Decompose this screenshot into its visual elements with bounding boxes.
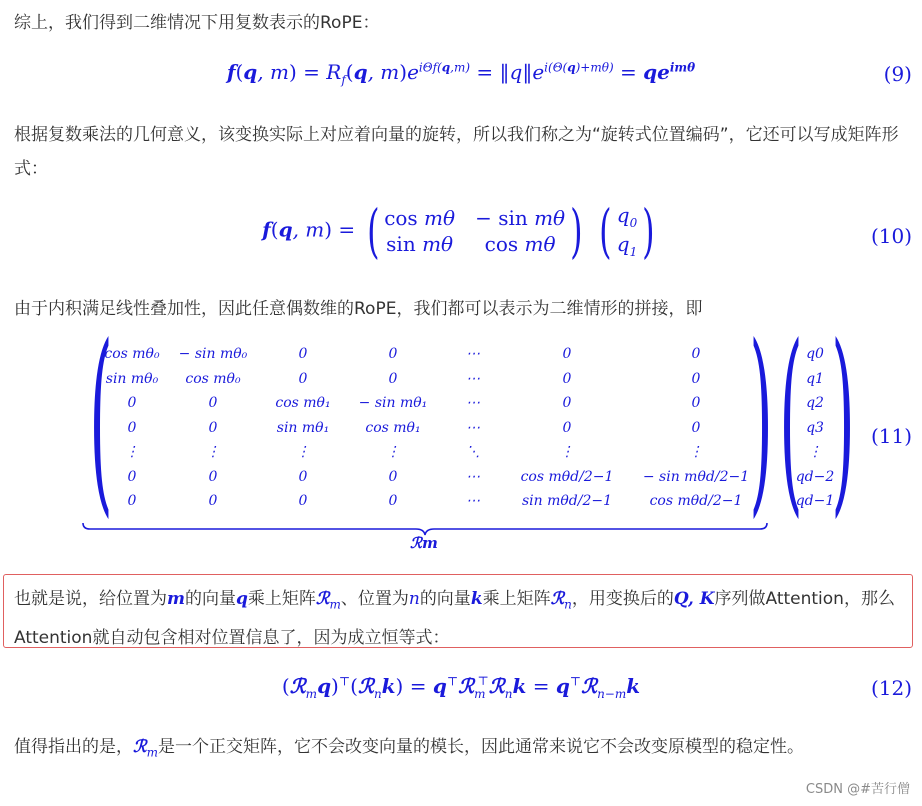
math-n: n [408,589,420,609]
matrix-cell: 0 [691,419,701,436]
math-k: k [470,589,483,609]
matrix-cell: ⋮ [125,444,139,460]
matrix-cell: ⋯ [466,419,480,436]
equation-number: (10) [870,224,912,248]
text-segment: 的向量 [419,589,471,609]
paragraph-concatenation: 由于内积满足线性叠加性，因此任意偶数维的RoPE，我们都可以表示为二维情形的拼接，即 [14,299,703,319]
equation-10: f(q, m) = ( cos mθ − sin mθ sin mθ cos mθ ) ( $q_0$ $q_1$ ) (10) [262,197,912,265]
matrix-cell: 0 [691,395,701,411]
matrix-cell: sin mθ₀ [105,370,159,387]
equation-12: (ℛ$_m$q)⊤(ℛ$_n$k) = q⊤ℛ$_m$⊤ℛ$_n$k = q⊤ℛ$_{n-m}$k (12) [281,674,912,701]
text-segment: 序列做Attention，那么Attention就自动包含相对位置信息了，因为成立恒等式： [14,589,895,649]
vector-cell: ⋮ [808,444,822,460]
text-segment: ，用变换后的 [571,589,674,609]
matrix-cell: 0 [127,419,137,436]
equation-11: ( cos mθ₀ − sin mθ₀ 0 0 ⋯ 0 0 sin mθ₀ cos mθ₀ 0 0 ⋯ 0 0 0 0 cos mθ₁ − sin mθ₁ ⋯ 0 0 0 0 sin mθ₁ cos mθ₁ ⋯ 0 0 ⋮ ⋮ ⋮ ⋮ ⋱ ⋮ ⋮ 0 0 0 0 ⋯ cos mθd/2−1 − sin mθd/2−1 0 0 0 0 ⋯ sin mθd/2−1 cos mθd/2−1 ) ( q0 q1 q2 q3 ⋮ qd−2 qd−1 ) ℛm [82,338,862,558]
matrix-cell: 0 [298,370,308,387]
matrix-cell: sin mθd/2−1 [521,493,613,509]
matrix-cell: − sin mθ₁ [358,395,428,411]
math-q: q [236,589,248,609]
matrix-cell: 0 [562,419,572,436]
vector-cell: q0 [806,346,824,362]
vector-cell: q2 [806,395,824,411]
text-segment: 的向量 [185,589,236,609]
matrix-cell: 0 [691,346,701,362]
equation-number: (11) [870,424,912,448]
vector-cell: q1 [806,370,824,387]
math-rm: ℛ$_m$ [133,737,158,760]
matrix-cell: sin mθ₁ [276,419,330,436]
matrix-cell: − sin mθd/2−1 [642,468,750,485]
math-qk: Q, K [673,589,715,609]
matrix-cell: 0 [208,419,218,436]
matrix-cell: cos mθ₁ [275,395,331,411]
matrix-cell: 0 [562,346,572,362]
text-segment: 也就是说，给位置为 [14,589,167,609]
matrix-cell: cos mθd/2−1 [649,493,743,509]
text-segment: 值得指出的是， [14,737,133,757]
text-segment: 乘上矩阵 [247,589,316,609]
math-rm: ℛ$_m$ [315,589,341,612]
matrix-cell: 0 [388,370,398,387]
text-segment: 是一个正交矩阵，它不会改变向量的模长，因此通常来说它不会改变原模型的稳定性。 [157,737,804,757]
matrix-cell: 0 [127,468,137,485]
matrix-cell: 0 [127,395,137,411]
matrix-cell: − sin mθ₀ [178,346,248,362]
matrix-cell: ⋯ [466,370,480,387]
matrix-cell: 0 [208,468,218,485]
matrix-cell: cos mθd/2−1 [520,468,614,485]
brace-label: ℛm [410,534,438,552]
matrix-cell: cos mθ₁ [365,419,421,436]
matrix-cell: ⋮ [386,444,400,460]
equation-9: f(q, $m) = R_f(q$, $m)e^{i\Theta f(q,m)}$ = $‖q‖e^{i(\Theta(q)+m\theta)} = qe^{im\theta}$ (9) [226,60,912,87]
matrix-cell: 0 [562,370,572,387]
text-segment: 、位置为 [340,589,409,609]
text-segment: 乘上矩阵 [482,589,551,609]
vector-cell: qd−2 [795,468,835,485]
matrix-cell: 0 [208,493,218,509]
matrix-cell: 0 [298,468,308,485]
matrix-cell: ⋯ [466,493,480,509]
paragraph-attention [14,582,908,655]
matrix-cell: 0 [298,493,308,509]
equation-11-number [0,424,922,454]
matrix-cell: 0 [562,395,572,411]
matrix-cell: 0 [691,370,701,387]
matrix-cell: ⋮ [560,444,574,460]
watermark: CSDN @#苦行僧 [805,782,910,797]
paragraph-rotation: 根据复数乘法的几何意义，该变换实际上对应着向量的旋转，所以我们称之为“旋转式位置编码”，它还可以写成矩阵形式： [14,125,899,179]
matrix-cell: 0 [208,395,218,411]
matrix-cell: ⋯ [466,346,480,362]
matrix-cell: ⋮ [296,444,310,460]
vector-cell: q3 [806,419,824,436]
matrix-cell: ⋱ [466,444,480,460]
rotation-matrix-2x2: ( cos mθ − sin mθ sin mθ cos mθ ) [366,197,583,265]
matrix-cell: cos mθ₀ [185,370,241,387]
vector-cell: qd−1 [795,493,835,509]
matrix-cell: 0 [388,493,398,509]
matrix-cell: cos mθ₀ [104,346,160,362]
matrix-cell: ⋮ [689,444,703,460]
math-m: m [167,589,185,609]
paragraph-orthogonal [14,730,908,769]
matrix-cell: 0 [298,346,308,362]
q-vector-2: ( $q_0$ $q_1$ ) [599,197,655,265]
math-rn: ℛ$_n$ [550,589,572,612]
matrix-cell: 0 [127,493,137,509]
equation-number: (12) [870,676,912,700]
matrix-cell: ⋮ [206,444,220,460]
paragraph-intro: 综上，我们得到二维情况下用复数表示的RoPE： [14,13,380,33]
matrix-cell: 0 [388,346,398,362]
matrix-cell: 0 [388,468,398,485]
matrix-cell: ⋯ [466,395,480,411]
matrix-cell: ⋯ [466,468,480,485]
equation-number: (9) [883,62,912,86]
